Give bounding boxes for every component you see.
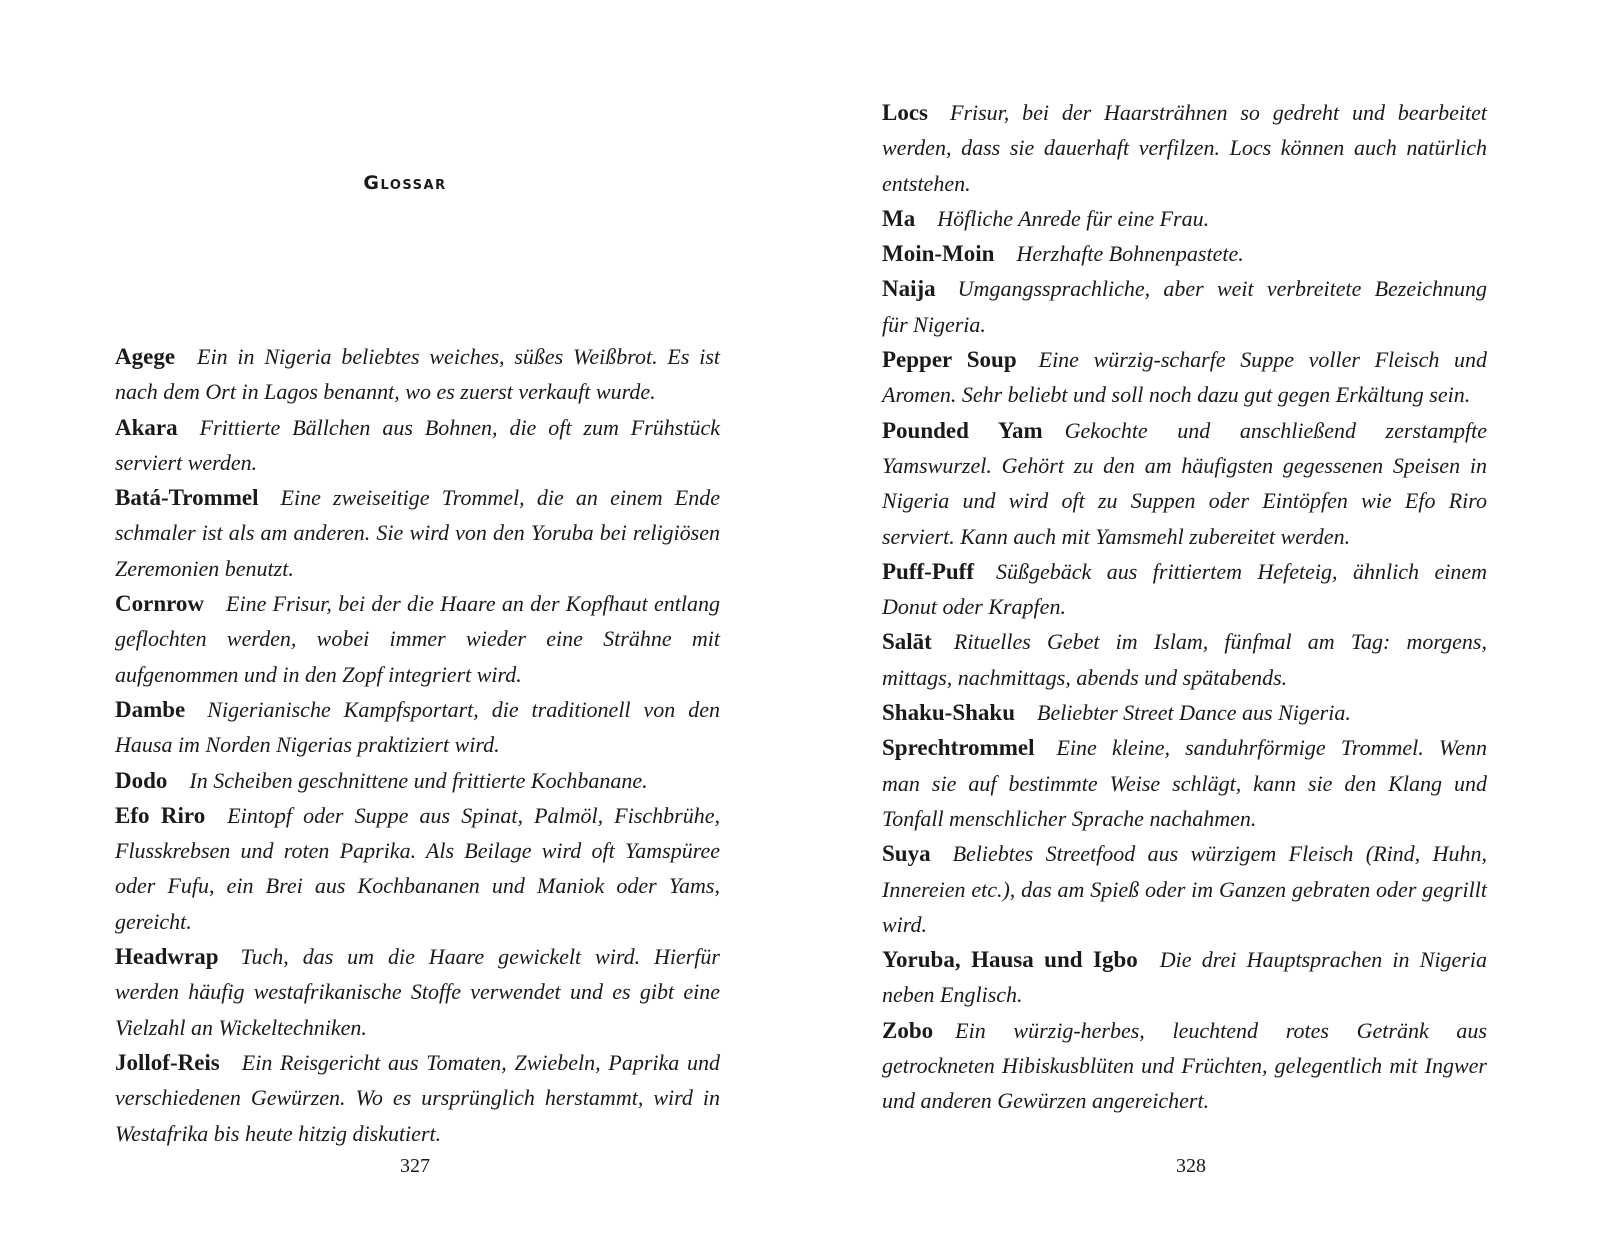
entry-definition: Ein würzig-herbes, leuchtend rotes Getränk aus getrockneten Hibiskusblüten und Früchten, gelegentlich mit Ingwer und anderen Gewürzen angereichert. (882, 1017, 1487, 1114)
entry-definition: Tuch, das um die Haare gewickelt wird. Hierfür werden häufig westafrikanische Stoffe verwendet und es gibt eine Vielzahl an Wickeltechniken. (115, 944, 720, 1040)
entry-term: Yoruba, Hausa und Igbo (882, 947, 1138, 973)
entry-term: Suya (882, 841, 931, 867)
glossary-entry (882, 342, 1487, 413)
entry-definition: Beliebter Street Dance aus Nigeria. (1037, 700, 1351, 726)
entry-term: Efo Riro (115, 802, 206, 828)
glossary-entry (882, 836, 1487, 942)
entry-term: Jollof-Reis (115, 1049, 220, 1075)
entry-definition: In Scheiben geschnittene und frittierte Kochbanane. (189, 767, 648, 793)
glossary-title: Glossar (363, 172, 447, 194)
entry-definition: Ein in Nigeria beliebtes weiches, süßes Weißbrot. Es ist nach dem Ort in Lagos benannt, wo es zuerst verkauft wurde. (115, 344, 720, 405)
entry-definition: Eine würzig-scharfe Suppe voller Fleisch und Aromen. Sehr beliebt und soll noch dazu gut gegen Erkältung sein. (882, 347, 1488, 408)
entry-term: Shaku-Shaku (882, 700, 1015, 726)
entry-term: Sprechtrommel (882, 735, 1035, 761)
entry-term: Dodo (115, 767, 168, 793)
entry-term: Ma (882, 205, 916, 231)
glossary-entry (115, 339, 720, 410)
entry-term: Pounded Yam (882, 417, 1043, 443)
glossary-entries-left (115, 339, 720, 1151)
entry-definition: Beliebtes Streetfood aus würzigem Fleisch (Rind, Huhn, Innereien etc.), das am Spieß oder im Ganzen gebraten oder gegrillt wird. (882, 841, 1487, 937)
entry-definition: Rituelles Gebet im Islam, fünfmal am Tag: morgens, mittags, nachmittags, abends und spätabends. (882, 629, 1487, 690)
entry-definition: Eintopf oder Suppe aus Spinat, Palmöl, Fischbrühe, Flusskrebsen und roten Paprika. Als Beilage wird oft Yamspüree oder Fufu, ein Brei aus Kochbananen und Maniok oder Yams, gereicht. (115, 802, 721, 934)
entry-definition: Höfliche Anrede für eine Frau. (937, 205, 1210, 231)
entry-definition: Umgangssprachliche, aber weit verbreitete Bezeichnung für Nigeria. (882, 276, 1487, 337)
entry-term: Batá-Trommel (115, 485, 259, 511)
entry-definition: Nigerianische Kampfsportart, die traditionell von den Hausa im Norden Nigerias praktiziert wird. (115, 696, 720, 758)
page-number: 328 (1176, 1155, 1206, 1177)
entry-term: Puff-Puff (882, 558, 974, 584)
entry-term: Dambe (115, 696, 186, 722)
entry-definition: Herzhafte Bohnenpastete. (1016, 241, 1244, 267)
glossary-entry (115, 798, 720, 939)
glossary-entry (115, 410, 720, 481)
glossary-entry (882, 201, 1487, 236)
entry-definition: Gekochte und anschließend zerstampfte Yamswurzel. Gehört zu den am häufigsten gegessenen Speisen in Nigeria und wird oft zu Suppen oder Eintöpfen wie Efo Riro serviert. Kann auch mit Yamsmehl zubereitet werden. (882, 417, 1487, 549)
glossary-entry (115, 586, 720, 692)
entry-definition: Eine Frisur, bei der die Haare an der Kopfhaut entlang geflochten werden, wobei immer wieder eine Strähne mit aufgenommen und in den Zopf integriert wird. (115, 591, 720, 687)
entry-term: Salāt (882, 629, 932, 655)
entry-definition: Frisur, bei der Haarsträhnen so gedreht und bearbeitet werden, dass sie dauerhaft verfilzen. Locs können auch natürlich entstehen. (882, 100, 1487, 196)
entry-term: Pepper Soup (882, 347, 1017, 373)
entry-definition: Eine kleine, sanduhrförmige Trommel. Wenn man sie auf bestimmte Weise schlägt, kann sie den Klang und Tonfall menschlicher Sprache nachahmen. (882, 735, 1487, 831)
glossary-entry (115, 763, 720, 798)
glossary-entry (882, 1013, 1487, 1119)
entry-term: Zobo (882, 1017, 934, 1043)
entry-term: Cornrow (115, 591, 205, 617)
glossary-entry (882, 236, 1487, 271)
glossary-entry (882, 271, 1487, 342)
glossary-entry (882, 695, 1487, 730)
glossary-entry (882, 554, 1487, 625)
entry-definition: Die drei Hauptsprachen in Nigeria neben Englisch. (882, 947, 1487, 1008)
right-page (800, 0, 1600, 1250)
glossary-entry (882, 942, 1487, 1013)
glossary-entry (115, 1045, 720, 1151)
entry-definition: Eine zweiseitige Trommel, die an einem Ende schmaler ist als am anderen. Sie wird von den Yoruba bei religiösen Zeremonien benutzt. (115, 485, 720, 581)
glossary-entry (115, 939, 720, 1045)
glossary-entry (882, 730, 1487, 836)
entry-definition: Ein Reisgericht aus Tomaten, Zwiebeln, Paprika und verschiedenen Gewürzen. Wo es ursprünglich herstammt, wird in Westafrika bis heute hitzig diskutiert. (115, 1049, 720, 1146)
entry-term: Locs (882, 100, 928, 125)
glossary-entry (882, 413, 1487, 554)
entry-term: Moin-Moin (882, 241, 995, 267)
glossary-entry (882, 624, 1487, 695)
glossary-entry (882, 95, 1487, 201)
glossary-entries-right (882, 95, 1487, 1119)
entry-term: Naija (882, 276, 936, 302)
entry-term: Agege (115, 344, 176, 369)
entry-term: Akara (115, 414, 178, 440)
entry-definition: Frittierte Bällchen aus Bohnen, die oft zum Frühstück serviert werden. (115, 414, 720, 475)
glossary-entry (115, 480, 720, 586)
page-number: 327 (400, 1155, 430, 1177)
entry-definition: Süßgebäck aus frittiertem Hefeteig, ähnlich einem Donut oder Krapfen. (882, 558, 1487, 620)
entry-term: Headwrap (115, 944, 219, 970)
glossary-entry (115, 692, 720, 763)
